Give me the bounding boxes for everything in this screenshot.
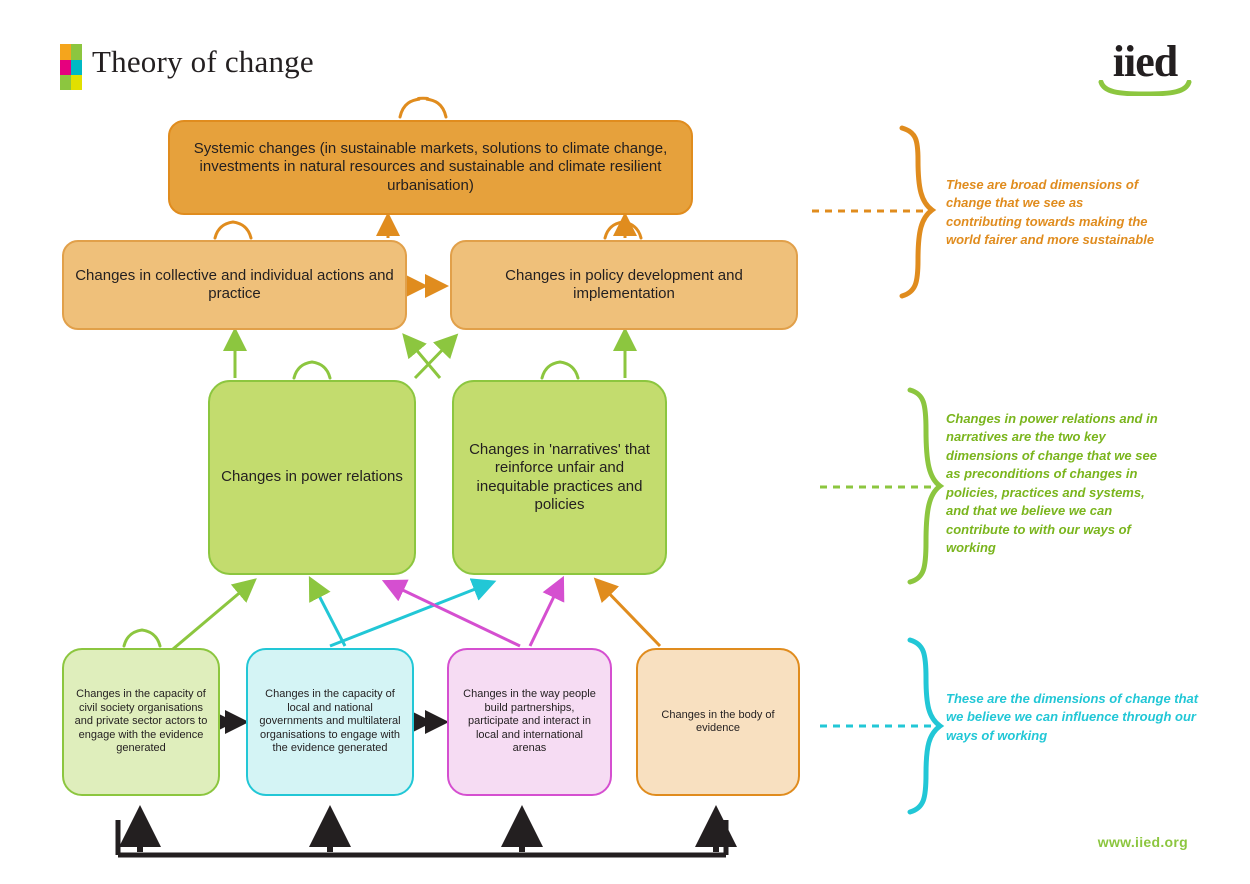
- page-title: Theory of change: [92, 44, 314, 79]
- site-url: www.iied.org: [1097, 834, 1188, 850]
- box-body-of-evidence[interactable]: [636, 648, 800, 796]
- box-policy-development[interactable]: [450, 240, 798, 330]
- annotation-top: These are broad dimensions of change that we see as contributing towards making the world fairer and more sustainable: [946, 177, 1155, 248]
- box-policy-development-label: Changes in policy development and implementation: [505, 266, 743, 302]
- box-civil-society-capacity[interactable]: [62, 648, 220, 796]
- box-systemic-changes[interactable]: [168, 120, 693, 215]
- box-government-capacity[interactable]: [246, 648, 414, 796]
- brand-logo: [1098, 37, 1192, 96]
- box-partnerships-participation-label: Changes in the way people build partnerships, participate and interact in local and international arenas: [463, 688, 596, 755]
- box-civil-society-capacity-label: Changes in the capacity of civil society organisations and private sector actors to engage with the evidence generated: [74, 688, 208, 755]
- iied-colour-squares-icon: [60, 44, 82, 90]
- box-partnerships-participation[interactable]: [447, 648, 612, 796]
- brand-wordmark: iied: [1112, 37, 1178, 86]
- annotation-middle: Changes in power relations and in narratives are the two key dimensions of change that we see as preconditions of changes in policies, practices and systems, and that we believe we can contribute to with our ways of working: [946, 411, 1158, 556]
- box-narratives-label: Changes in 'narratives' that reinforce unfair and inequitable practices and policies: [469, 440, 650, 513]
- annotation-bottom: These are the dimensions of change that we believe we can influence through our ways of working: [946, 691, 1199, 743]
- box-narratives[interactable]: [452, 380, 667, 575]
- box-power-relations-label: Changes in power relations: [221, 468, 403, 486]
- box-government-capacity-label: Changes in the capacity of local and national governments and multilateral organisations to engage with the evidence generated: [259, 688, 401, 755]
- box-body-of-evidence-label: Changes in the body of evidence: [661, 708, 775, 734]
- box-collective-individual-actions-label: Changes in collective and individual actions and practice: [75, 266, 394, 302]
- box-power-relations[interactable]: [208, 380, 416, 575]
- box-systemic-changes-label: Systemic changes (in sustainable markets, solutions to climate change, investments in natural resources and sustainable and climate resilient urbanisation): [193, 140, 668, 194]
- box-collective-individual-actions[interactable]: [62, 240, 407, 330]
